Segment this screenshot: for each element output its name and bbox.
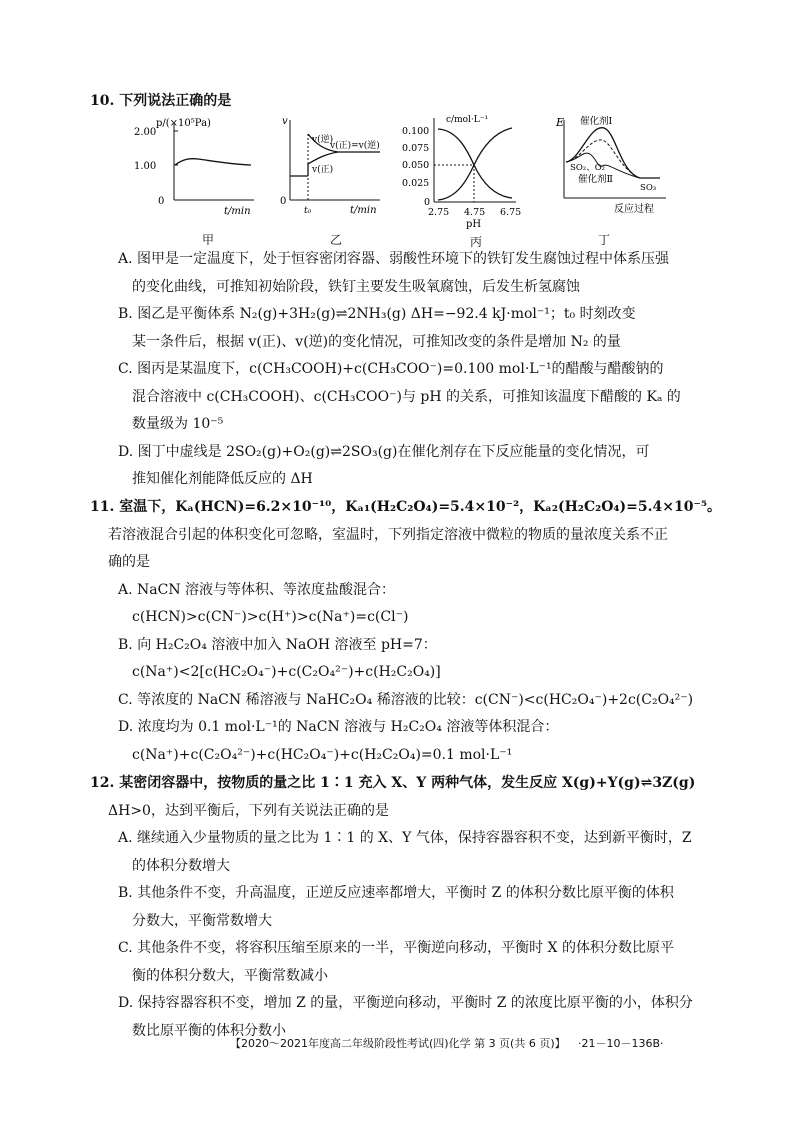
figure-bing-caption: 丙: [470, 235, 483, 249]
question-11: [90, 494, 730, 769]
figure-yi-xlabel: t/min: [350, 205, 377, 216]
q12-option-a-line1: A. 继续通入少量物质的量之比为 1∶1 的 X、Y 气体，保持容器容积不变，达到新平衡时，Z: [118, 830, 692, 846]
q11-option-b-line1: B. 向 H₂C₂O₄ 溶液中加入 NaOH 溶液至 pH=7：: [118, 636, 437, 653]
figure-ding: [550, 112, 678, 224]
q10-option-c-line2: 混合溶液中 c(CH₃COOH)、c(CH₃COO⁻)与 pH 的关系，可推知该温度下醋酸的 Kₐ 的: [132, 388, 681, 405]
figure-ding-caption: 丁: [598, 233, 611, 247]
figure-yi-forward-curve: [308, 152, 338, 164]
figure-jia-ytick-2: 1.00: [134, 161, 157, 172]
question-11-stem-line1: 11. 室温下，Kₐ(HCN)=6.2×10⁻¹⁰，Kₐ₁(H₂C₂O₄)=5.4×10⁻²，Kₐ₂(H₂C₂O₄)=5.4×10⁻⁵。: [90, 499, 721, 515]
figure-bing-ytick-3: 0.050: [402, 160, 430, 171]
q12-option-b-line1: B. 其他条件不变，升高温度，正逆反应速率都增大，平衡时 Z 的体积分数比原平衡的体积: [118, 885, 674, 901]
q12-option-a-line2: 的体积分数增大: [132, 857, 230, 874]
figure-jia: [118, 112, 258, 224]
figure-bing-base-curve: [438, 128, 512, 200]
figure-jia-xlabel: t/min: [224, 206, 251, 217]
figure-yi: [268, 112, 393, 224]
figure-bing-xtick-2: 4.75: [464, 207, 486, 218]
q12-option-c-line2: 衡的体积分数大，平衡常数减小: [132, 967, 328, 984]
q12-option-b-line2: 分数大，平衡常数增大: [132, 912, 272, 929]
q10-option-d-line1: D. 图丁中虚线是 2SO₂(g)+O₂(g)⇌2SO₃(g)在催化剂存在下反应能量的变化情况，可: [118, 443, 650, 460]
figure-yi-caption: 乙: [330, 233, 343, 247]
q11-option-b-line2: c(Na⁺)<2[c(HC₂O₄⁻)+c(C₂O₄²⁻)+c(H₂C₂O₄)]: [132, 664, 441, 680]
question-12-stem-line2: ΔH>0，达到平衡后，下列有关说法正确的是: [108, 802, 389, 819]
question-12: [90, 770, 730, 1045]
q10-option-a-line2: 的变化曲线，可推知初始阶段，铁钉主要发生吸氧腐蚀，后发生析氢腐蚀: [132, 278, 580, 295]
figure-jia-ylabel: p/(×10⁵Pa): [156, 118, 211, 129]
page-footer: 【2020～2021年度高二年级阶段性考试(四)化学 第 3 页(共 6 页)】: [230, 1037, 566, 1050]
q11-option-c-line1: C. 等浓度的 NaCN 稀溶液与 NaHC₂O₄ 稀溶液的比较：c(CN⁻)<c(HC₂O₄⁻)+2c(C₂O₄²⁻): [118, 691, 694, 708]
figure-yi-label-equal: v(正)=v(逆): [330, 141, 380, 151]
figure-bing-xtick-1: 2.75: [428, 207, 450, 218]
question-11-stem-line2: 若溶液混合引起的体积变化可忽略，室温时，下列指定溶液中微粒的物质的量浓度关系不正: [108, 526, 668, 543]
q12-option-d-line1: D. 保持容器容积不变，增加 Z 的量，平衡逆向移动，平衡时 Z 的浓度比原平衡的小，体积分: [118, 995, 693, 1011]
question-10-stem: 10. 下列说法正确的是: [90, 93, 232, 109]
figure-yi-t0: t₀: [304, 206, 312, 216]
figure-bing-ytick-2: 0.075: [402, 143, 430, 154]
figure-ding-ylabel: E: [556, 116, 565, 129]
q10-option-b-line1: B. 图乙是平衡体系 N₂(g)+3H₂(g)⇌2NH₃(g) ΔH=−92.4 kJ·mol⁻¹；t₀ 时刻改变: [118, 306, 636, 322]
figure-jia-ytick-3: 0: [158, 196, 165, 207]
figure-bing-ylabel: c/mol·L⁻¹: [446, 115, 489, 125]
q11-option-d-line1: D. 浓度均为 0.1 mol·L⁻¹的 NaCN 溶液与 H₂C₂O₄ 溶液等体积混合：: [118, 719, 559, 735]
figure-bing-ytick-1: 0.100: [402, 126, 430, 137]
q10-option-c-line1: C. 图丙是某温度下，c(CH₃COOH)+c(CH₃COO⁻)=0.100 mol·L⁻¹的醋酸与醋酸钠的: [118, 361, 664, 377]
page-footer-code: ·21－10－136B·: [578, 1037, 664, 1050]
question-12-stem-line1: 12. 某密闭容器中，按物质的量之比 1∶1 充入 X、Y 两种气体，发生反应 X(g)+Y(g)⇌3Z(g): [90, 775, 696, 791]
figure-ding-catalyst-2: 催化剂Ⅱ: [578, 174, 613, 185]
figure-yi-origin: 0: [280, 196, 287, 207]
q12-option-c-line1: C. 其他条件不变，将容积压缩至原来的一半，平衡逆向移动，平衡时 X 的体积分数比原平: [118, 940, 674, 956]
q10-option-d-line2: 推知催化剂能降低反应的 ΔH: [132, 471, 313, 487]
q11-option-d-line2: c(Na⁺)+c(C₂O₄²⁻)+c(HC₂O₄⁻)+c(H₂C₂O₄)=0.1 mol·L⁻¹: [132, 746, 513, 763]
figure-ding-product: SO₃: [640, 183, 657, 193]
figure-ding-reactants: SO₂、O₂: [570, 163, 606, 173]
figure-ding-xlabel: 反应过程: [614, 204, 654, 215]
q10-option-a-line1: A. 图甲是一定温度下，处于恒容密闭容器、弱酸性环境下的铁钉发生腐蚀过程中体系压强: [118, 251, 670, 267]
figure-bing-xtick-3: 6.75: [500, 207, 522, 218]
q11-option-a-line1: A. NaCN 溶液与等体积、等浓度盐酸混合：: [118, 581, 396, 598]
question-10-figures: [118, 112, 678, 247]
figure-bing-xlabel: pH: [466, 219, 482, 230]
figure-jia-caption: 甲: [202, 233, 215, 247]
question-11-stem-line3: 确的是: [108, 554, 150, 570]
figure-yi-ylabel: v: [282, 116, 288, 127]
figure-bing-ytick-4: 0.025: [402, 178, 430, 189]
figure-jia-ytick-1: 2.00: [134, 127, 157, 138]
question-10-options: [90, 246, 730, 494]
q10-option-b-line2: 某一条件后，根据 v(正)、v(逆)的变化情况，可推知改变的条件是增加 N₂ 的量: [132, 333, 621, 350]
figure-ding-catalyst-1: 催化剂Ⅰ: [580, 116, 613, 127]
q11-option-a-line2: c(HCN)>c(CN⁻)>c(H⁺)>c(Na⁺)=c(Cl⁻): [132, 609, 409, 625]
figure-bing-ytick-5: 0: [424, 197, 431, 208]
figure-yi-label-reverse: v(逆): [312, 135, 334, 145]
figure-jia-curve: [175, 159, 251, 165]
q12-option-d-line2: 数比原平衡的体积分数小: [132, 1022, 286, 1039]
figure-yi-label-forward: v(正): [312, 165, 334, 175]
figure-bing: [398, 112, 538, 230]
q10-option-c-line3: 数量级为 10⁻⁵: [132, 416, 224, 432]
